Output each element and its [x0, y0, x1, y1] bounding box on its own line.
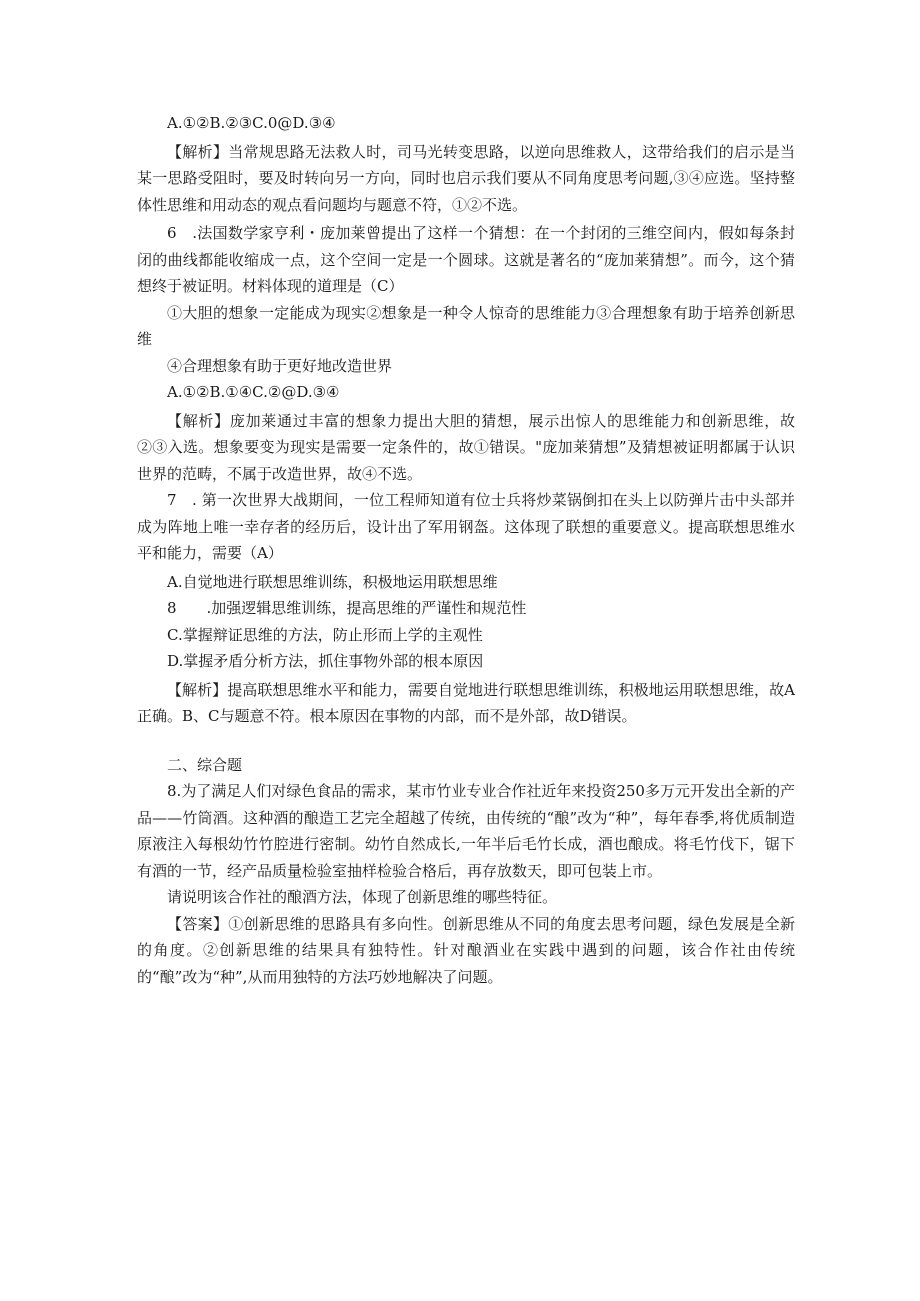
q6-stem: 6 .法国数学家亨利・庞加莱曾提出了这样一个猜想：在一个封闭的三维空间内，假如每条封闭的曲线都能收缩成一点，这个空间一定是一个圆球。这就是著名的“庞加莱猜想”。而今，这个猜想终于被证明。材料体现的道理是（C）: [137, 224, 795, 295]
q7-option-a: A.自觉地进行联想思维训练，积极地运用联想思维: [167, 572, 498, 591]
q7-analysis: 【解析】提高联想思维水平和能力，需要自觉地进行联想思维训练，积极地运用联想思维，故A正确。B、C与题意不符。根本原因在事物的内部，而不是外部，故D错误。: [137, 680, 795, 725]
document-body: [137, 110, 795, 990]
q8-answer: 【答案】①创新思维的思路具有多向性。创新思维从不同的角度去思考问题，绿色发展是全新的角度。②创新思维的结果具有独特性。针对酿酒业在实践中遇到的问题，该合作社由传统的“酿”改为“种”,从而用独特的方法巧妙地解决了问题。: [137, 914, 795, 986]
q6-statements-1: ①大胆的想象一定能成为现实②想象是一种令人惊奇的思维能力③合理想象有助于培养创新思维: [137, 303, 795, 348]
q5-analysis: 【解析】当常规思路无法救人时，司马光转变思路，以逆向思维救人，这带给我们的启示是当某一思路受阻时，要及时转向另一方向，同时也启示我们要从不同角度思考问题,③④应选。坚持整体性思维和用动态的观点看问题均与题意不符，①②不选。: [137, 142, 795, 214]
q7-option-c: C.掌握辩证思维的方法，防止形而上学的主观性: [167, 625, 483, 644]
section-heading: 二、综合题: [167, 755, 243, 774]
q6-options: A.①②B.①④C.②@D.③④: [167, 383, 340, 401]
q8-stem: 8.为了满足人们对绿色食品的需求，某市竹业专业合作社近年来投资250多万元开发出全新的产品——竹筒酒。这种酒的酿造工艺完全超越了传统，由传统的“酿”改为“种”，每年春季,将优质制造原液注入每根幼竹竹腔进行密制。幼竹自然成长,一年半后毛竹长成，酒也酿成。将毛竹伐下，锯下有酒的一节，经产品质量检验室抽样检验合格后，再存放数天，即可包装上市。: [137, 782, 795, 880]
q6-statements-2: ④合理想象有助于更好地改造世界: [167, 356, 393, 375]
q7-option-d: D.掌握矛盾分析方法，抓住事物外部的根本原因: [167, 652, 484, 670]
q6-analysis: 【解析】庞加莱通过丰富的想象力提出大胆的猜想，展示出惊人的思维能力和创新思维，故②③入选。想象要变为现实是需要一定条件的，故①错误。"庞加莱猜想”及猜想被证明都属于认识世界的范畴，不属于改造世界，故④不选。: [137, 411, 795, 483]
q7-option-b: 8 .加强逻辑思维训练，提高思维的严谨性和规范性: [167, 599, 527, 617]
q7-stem: 7 . 第一次世界大战期间，一位工程师知道有位士兵将炒菜锅倒扣在头上以防弹片击中头部并成为阵地上唯一幸存者的经历后，设计出了军用钢盔。这体现了联想的重要意义。提高联想思维水平和能力，需要（A）: [137, 491, 795, 562]
q5-options: A.①②B.②③C.0@D.③④: [167, 114, 336, 132]
q8-question: 请说明该合作社的酿酒方法，体现了创新思维的哪些特征。: [167, 888, 558, 906]
